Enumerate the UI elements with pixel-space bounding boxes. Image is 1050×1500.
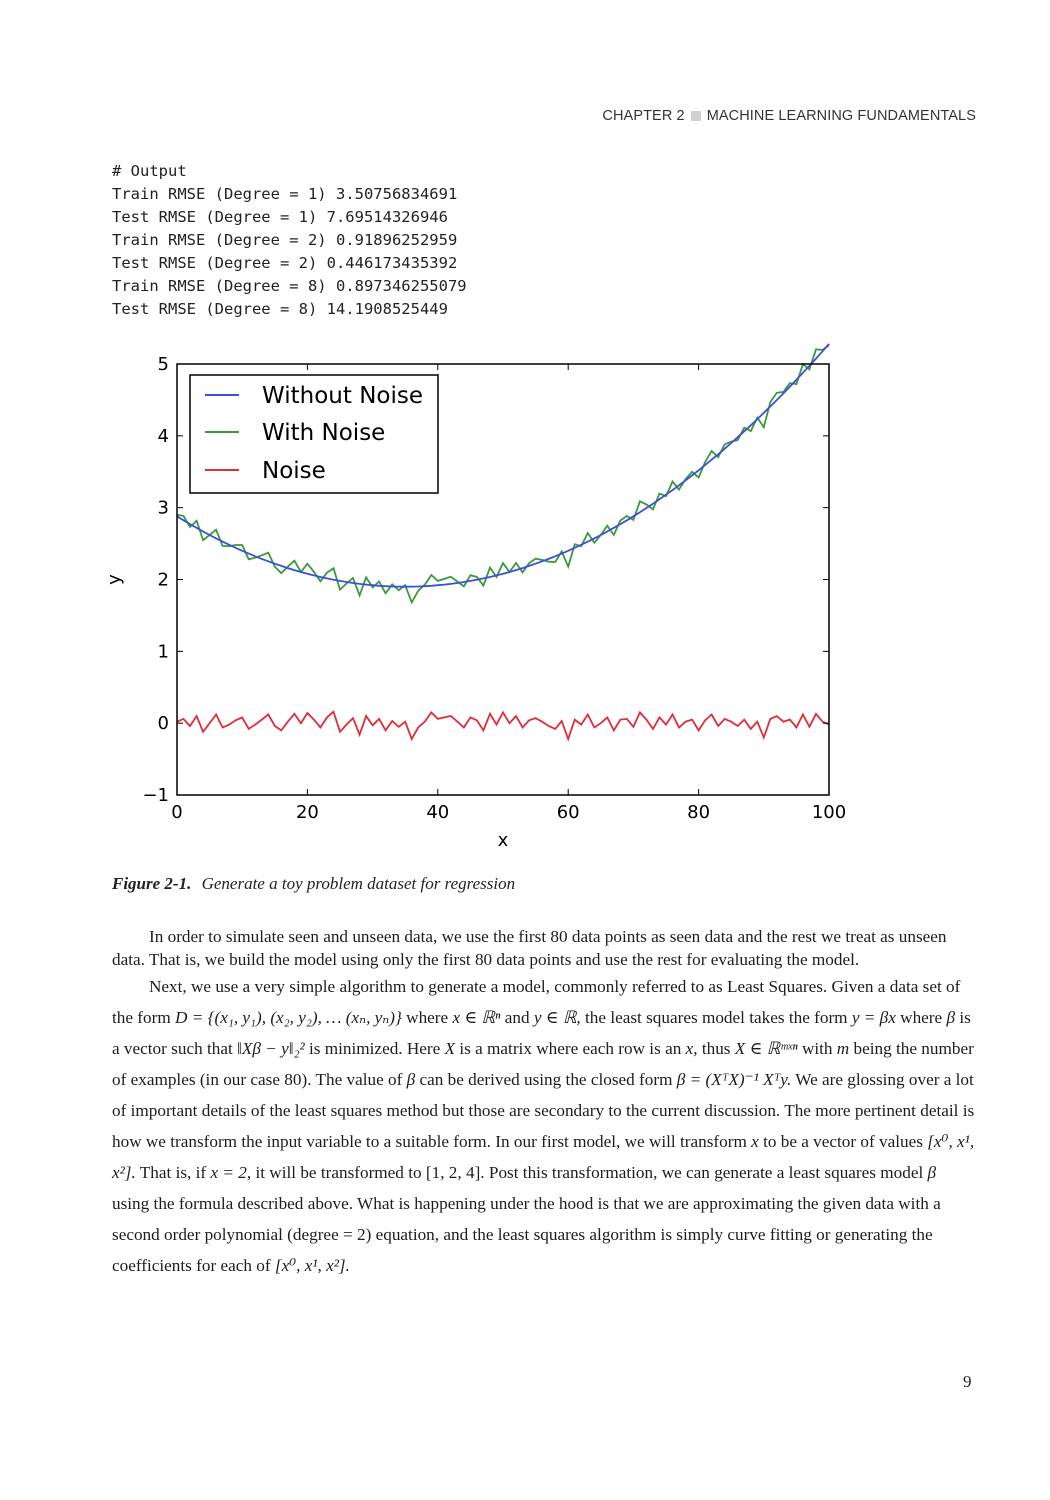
text-run: where [900, 1008, 943, 1027]
math-x: x [751, 1132, 759, 1151]
text-run: is a matrix where each row is an [459, 1039, 682, 1058]
y-tick-label: 2 [157, 569, 169, 591]
x-tick-label: 0 [171, 802, 183, 823]
math-vector: [x⁰, x¹, x²]. [112, 1132, 975, 1182]
regression-chart [104, 350, 858, 855]
math-beta: β [927, 1163, 937, 1182]
math-vector: [x⁰, x¹, x²]. [274, 1256, 350, 1275]
figure-2-1 [104, 350, 858, 855]
text-run: That is, if [139, 1163, 207, 1182]
y-axis-label: y [104, 574, 125, 585]
math-norm: ‖Xβ − y‖₂² [237, 1039, 305, 1058]
figure-label: Figure 2-1. [112, 874, 192, 893]
text-run: to be a vector of values [763, 1132, 923, 1151]
paragraph-1: In order to simulate seen and unseen data, we use the first 80 data points as seen data and the rest we treat as unseen data. That is, we build the model using only the first 80 data points and use the rest for evaluating the model. [112, 927, 947, 969]
text-run: Next, we use a very simple algorithm to generate a model, commonly referred to as Least Squares. Given a data set of the form [112, 977, 961, 1027]
code-line: # Output [112, 162, 187, 180]
running-header [602, 108, 976, 124]
code-line: Test RMSE (Degree = 2) 0.446173435392 [112, 254, 458, 272]
y-tick-label: 5 [157, 354, 169, 375]
code-line: Train RMSE (Degree = 2) 0.91896252959 [112, 231, 458, 249]
y-tick-label: 4 [157, 425, 169, 447]
text-run: using the formula described above. What is happening under the hood is that we are approximating the given data with a second order polynomial (degree = 2) equation, and the least squares algorithm is simply curve fitting or generating the coefficients for each of [112, 1194, 941, 1275]
text-run: and [504, 1008, 530, 1027]
code-line: Test RMSE (Degree = 1) 7.69514326946 [112, 208, 448, 226]
figure-caption [112, 874, 515, 894]
section-title: MACHINE LEARNING FUNDAMENTALS [706, 108, 976, 124]
x-tick-label: 20 [295, 802, 319, 823]
text-run: with [801, 1039, 833, 1058]
body-text [112, 925, 976, 1281]
code-line: Train RMSE (Degree = 8) 0.897346255079 [112, 277, 467, 295]
text-run: it will be transformed to [255, 1163, 422, 1182]
math-matrix-x: X [444, 1039, 456, 1058]
math-vector-values: [1, 2, 4]. [425, 1163, 485, 1182]
text-run: can be derived using the closed form [419, 1070, 673, 1089]
text-run: where [406, 1008, 449, 1027]
paragraph-2 [112, 971, 976, 1281]
math-m: m [836, 1039, 850, 1058]
math-dataset: D = {(x₁, y₁), (x₂, y₂), … (xₙ, yₙ)} [175, 1008, 402, 1027]
math-beta: β [946, 1008, 956, 1027]
math-beta: β [406, 1070, 416, 1089]
x-tick-label: 60 [556, 802, 580, 823]
text-run: thus [701, 1039, 731, 1058]
math-x-equals: x = 2, [210, 1163, 252, 1182]
text-run: Post this transformation, we can generate a least squares model [488, 1163, 924, 1182]
x-tick-label: 100 [811, 802, 847, 823]
math-x-in-rn: x ∈ ℝⁿ [452, 1008, 501, 1027]
code-output-block [112, 160, 467, 321]
code-line: Test RMSE (Degree = 8) 14.1908525449 [112, 300, 448, 318]
math-x-in-rmn: X ∈ ℝᵐˣⁿ [734, 1039, 798, 1058]
code-line: Train RMSE (Degree = 1) 3.50756834691 [112, 185, 458, 203]
math-x: x, [685, 1039, 698, 1058]
figure-caption-text: Generate a toy problem dataset for regression [201, 874, 516, 893]
math-closed-form: β = (XᵀX)⁻¹ Xᵀy. [676, 1070, 792, 1089]
math-model: y = βx [851, 1008, 896, 1027]
header-separator [691, 111, 701, 121]
y-tick-label: 1 [157, 641, 169, 663]
x-tick-label: 40 [426, 802, 450, 823]
page-number: 9 [963, 1372, 972, 1391]
chart-legend [190, 375, 438, 493]
x-axis-label: x [497, 830, 509, 851]
math-y-in-r: y ∈ ℝ, [533, 1008, 581, 1027]
series-line-noise [177, 712, 829, 739]
y-tick-label: −1 [142, 785, 169, 806]
x-tick-label: 80 [687, 802, 711, 823]
y-tick-label: 0 [157, 713, 169, 735]
text-run: is minimized. Here [309, 1039, 441, 1058]
legend-label-with-noise: With Noise [262, 420, 386, 446]
legend-label-without-noise: Without Noise [262, 383, 423, 409]
chapter-label: CHAPTER 2 [602, 108, 685, 124]
text-run: We are glossing over a lot of important details of the least squares method but those are secondary to the current discussion. The more pertinent detail is how we transform the input variable to a suitable form. In our first model, we will transform [112, 1070, 975, 1151]
text-run: is a vector such that [112, 1008, 971, 1058]
legend-label-noise: Noise [262, 458, 326, 484]
text-run: the least squares model takes the form [585, 1008, 848, 1027]
y-tick-label: 3 [157, 497, 169, 519]
text-run: being the number of examples (in our case 80). The value of [112, 1039, 974, 1089]
